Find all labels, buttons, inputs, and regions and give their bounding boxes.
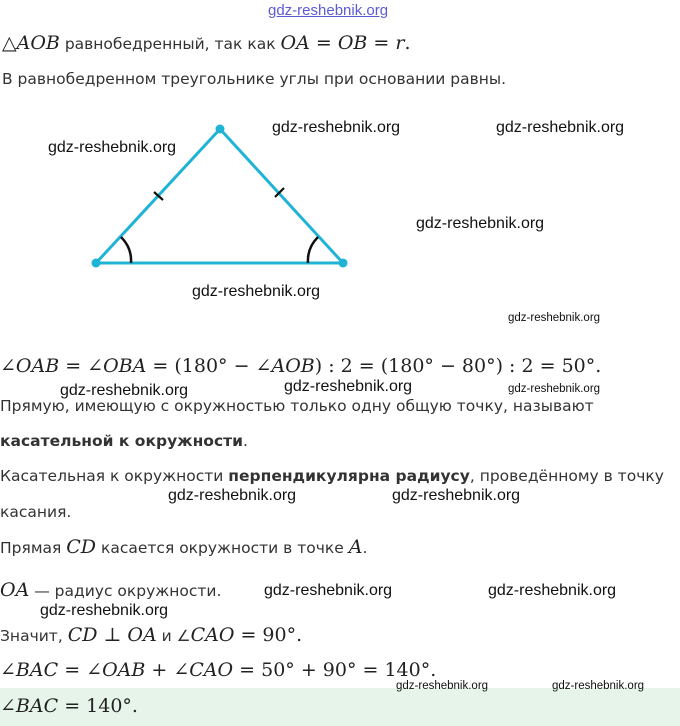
- vertex-b: [339, 259, 348, 268]
- math-oba: OBA: [103, 355, 147, 377]
- math-cao: CAO: [189, 659, 234, 681]
- triangle-side-right: [220, 129, 343, 263]
- math-plus-angle: + ∠: [145, 659, 190, 681]
- math-aob: AOB: [271, 355, 315, 377]
- math-a: A: [348, 536, 363, 558]
- statement-text: Прямая: [0, 539, 67, 557]
- math-eq-angle: = ∠: [58, 659, 103, 681]
- radius-statement: [0, 579, 221, 601]
- statement-text: равнобедренный, так как: [59, 35, 281, 53]
- watermark-small: gdz-reshebnik.org: [508, 383, 601, 395]
- math-oa: OA: [280, 32, 310, 54]
- math-dot: .: [404, 32, 411, 54]
- watermark: gdz-reshebnik.org: [168, 487, 297, 504]
- tangent-property-text-end: , проведённому в точку: [469, 467, 664, 485]
- watermark: gdz-reshebnik.org: [392, 487, 521, 504]
- math-cd: CD: [66, 536, 97, 558]
- math-bac: BAC: [15, 659, 59, 681]
- definition-term-line: [0, 432, 248, 450]
- math-oab: OAB: [102, 659, 146, 681]
- statement-base-angles: В равнобедренном треугольнике углы при основании равны.: [2, 70, 507, 88]
- formula-base-angle: [0, 355, 601, 377]
- math-answer-value: = 140°.: [58, 695, 138, 717]
- math-oa: OA: [127, 624, 157, 646]
- math-cao: CAO: [190, 624, 235, 646]
- tangent-property-line: [0, 467, 664, 485]
- math-bac: BAC: [15, 695, 59, 717]
- math-ob: OB: [337, 32, 368, 54]
- angle-arc-left: [121, 237, 131, 263]
- math-eq: =: [367, 32, 396, 54]
- math-oa: OA: [0, 579, 30, 601]
- statement-text: касается окружности в точке: [96, 539, 349, 557]
- math-expression-result: ) : 2 = (180° − 80°) : 2 = 50°.: [314, 355, 602, 377]
- triangle-symbol: △: [2, 32, 17, 54]
- watermark-small: gdz-reshebnik.org: [396, 680, 489, 692]
- statement-text: — радиус окружности.: [29, 582, 222, 600]
- watermark-top-link[interactable]: gdz-reshebnik.org: [268, 2, 389, 19]
- watermark: gdz-reshebnik.org: [284, 378, 413, 395]
- definition-text: Прямую, имеющую с окружностью только одну общую точку, называют: [0, 397, 594, 415]
- math-r: r: [395, 32, 405, 54]
- angle-symbol: ∠: [0, 695, 16, 717]
- punctuation: .: [243, 432, 248, 450]
- math-cd: CD: [67, 624, 98, 646]
- watermark-small: gdz-reshebnik.org: [552, 680, 645, 692]
- math-aob: AOB: [16, 32, 60, 54]
- watermark: gdz-reshebnik.org: [272, 119, 401, 136]
- definition-term: касательной к окружности: [0, 432, 243, 450]
- watermark: gdz-reshebnik.org: [496, 119, 625, 136]
- math-eq-angle: = ∠: [59, 355, 104, 377]
- watermark: gdz-reshebnik.org: [40, 602, 169, 619]
- tangent-property-line2: касания.: [0, 503, 72, 521]
- math-expression: = (180° − ∠: [146, 355, 272, 377]
- tangent-property-bold: перпендикулярна радиусу: [228, 467, 470, 485]
- statement-text: Значит,: [0, 627, 68, 645]
- tangent-statement: [0, 536, 367, 558]
- watermark: gdz-reshebnik.org: [488, 582, 617, 599]
- vertex-a: [92, 259, 101, 268]
- math-expression-result: = 50° + 90° = 140°.: [233, 659, 437, 681]
- statement-isosceles: [2, 32, 411, 54]
- watermark: gdz-reshebnik.org: [264, 582, 393, 599]
- statement-text: и ∠: [156, 627, 191, 645]
- formula-angle-sum: [0, 659, 436, 681]
- perpendicular-statement: [0, 624, 302, 646]
- watermark: gdz-reshebnik.org: [192, 283, 321, 300]
- tangent-property-text: Касательная к окружности: [0, 467, 229, 485]
- watermark-small: gdz-reshebnik.org: [508, 312, 601, 324]
- isosceles-triangle-diagram: [0, 110, 680, 290]
- angle-symbol: ∠: [0, 659, 16, 681]
- math-oab: OAB: [15, 355, 60, 377]
- answer-formula: [0, 695, 138, 717]
- watermark: gdz-reshebnik.org: [416, 215, 545, 232]
- punctuation: .: [362, 539, 368, 557]
- angle-symbol: ∠: [0, 355, 16, 377]
- watermark: gdz-reshebnik.org: [48, 139, 177, 156]
- perp-symbol: ⊥: [97, 624, 128, 646]
- angle-arc-right: [308, 237, 318, 263]
- watermark: gdz-reshebnik.org: [60, 382, 189, 399]
- vertex-o: [216, 125, 225, 134]
- math-eq: =: [309, 32, 338, 54]
- math-expression: = 90°.: [234, 624, 303, 646]
